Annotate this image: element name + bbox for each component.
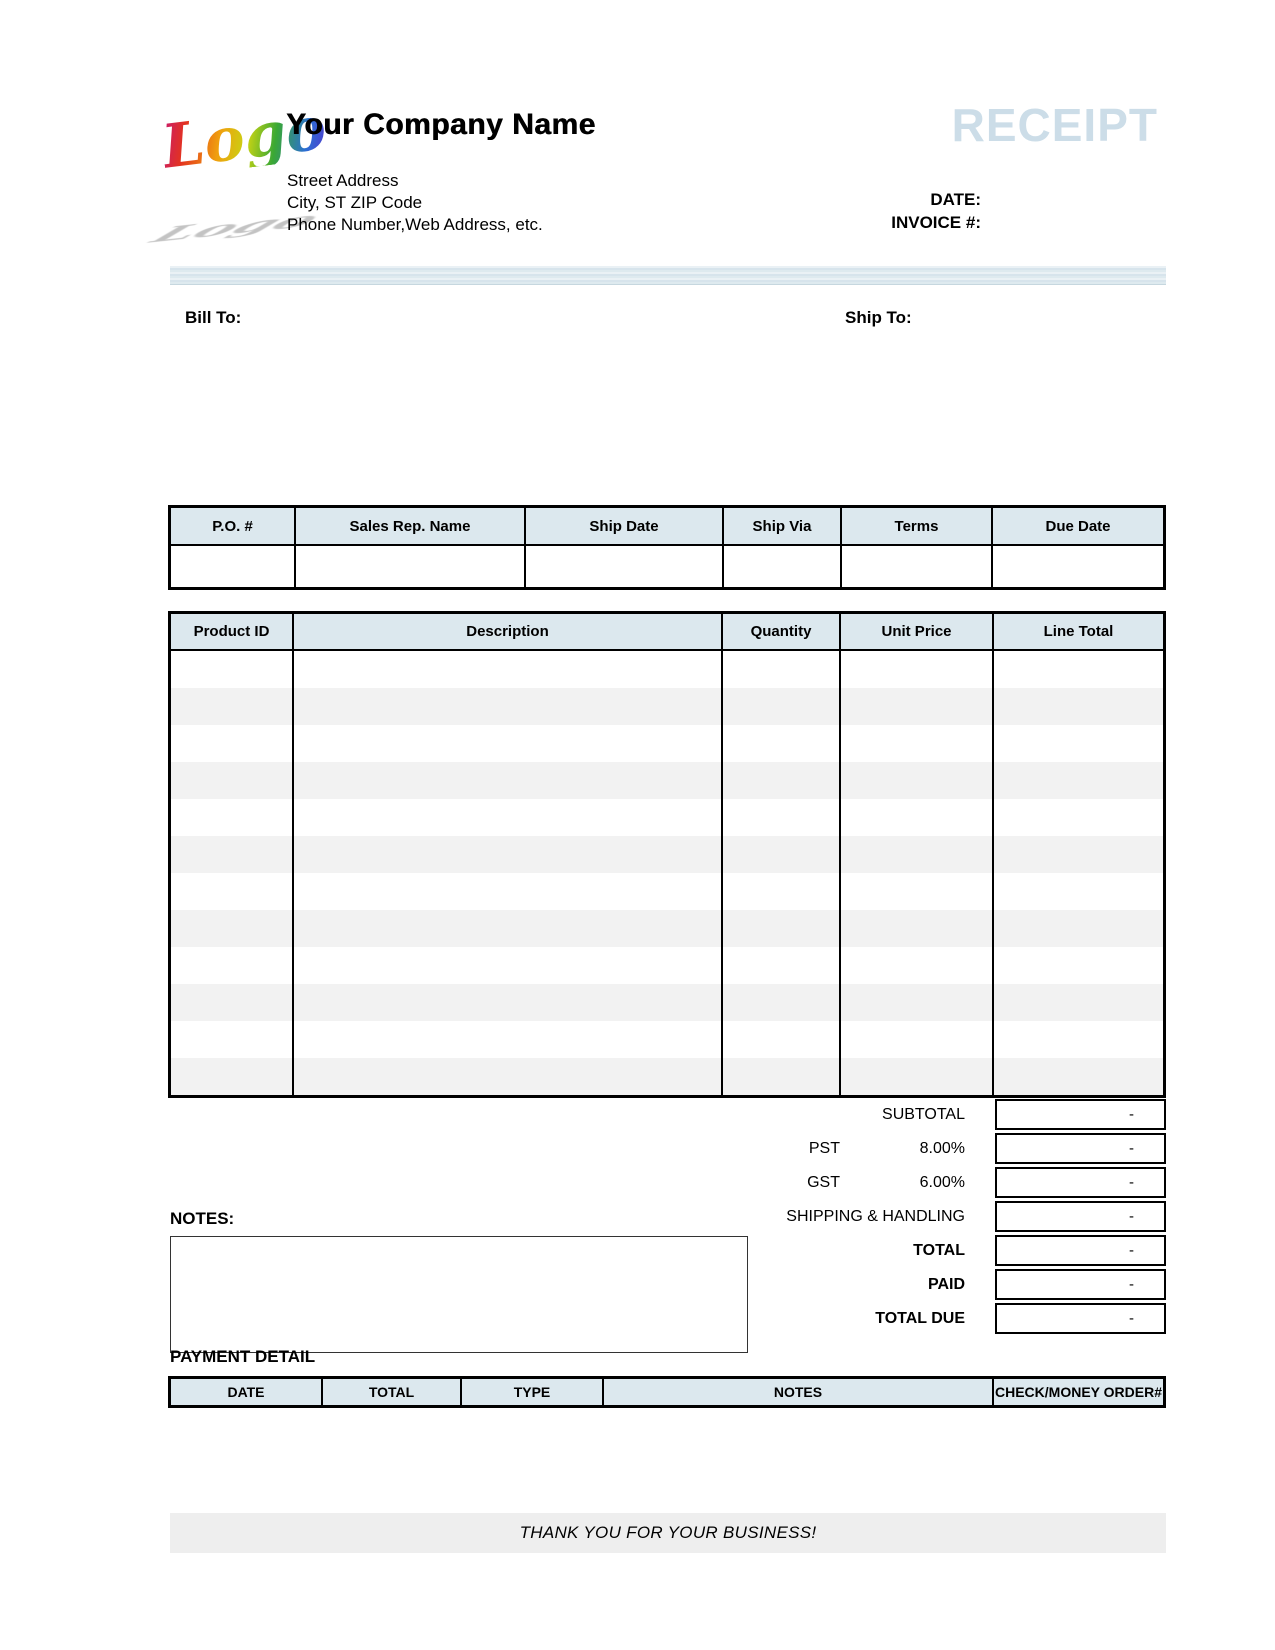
items-table-row (171, 836, 1163, 873)
logo-shadow: Logo (141, 205, 332, 248)
order-info-header-terms: Terms (842, 508, 993, 544)
company-name: Your Company Name (286, 108, 596, 141)
item-cell-unit-price (841, 651, 994, 688)
order-info-value-row (171, 546, 1163, 587)
item-cell-product-id (171, 873, 294, 910)
header-divider-bar (170, 266, 1166, 285)
item-cell-unit-price (841, 1058, 994, 1095)
item-cell-quantity (723, 1058, 841, 1095)
invoice-number-label: INVOICE #: (891, 213, 981, 232)
item-cell-quantity (723, 984, 841, 1021)
item-cell-line-total (994, 910, 1163, 947)
item-cell-quantity (723, 836, 841, 873)
items-table (168, 611, 1166, 1098)
item-cell-product-id (171, 910, 294, 947)
items-table-row (171, 799, 1163, 836)
items-table-row (171, 725, 1163, 762)
item-cell-product-id (171, 725, 294, 762)
items-header-description: Description (294, 614, 723, 649)
company-logo (141, 93, 332, 248)
item-cell-unit-price (841, 910, 994, 947)
item-cell-description (294, 1058, 723, 1095)
order-info-header-po: P.O. # (171, 508, 296, 544)
footer-bar (170, 1513, 1166, 1553)
summary-row-pst (168, 1133, 1166, 1164)
item-cell-description (294, 688, 723, 725)
order-info-cell-terms (842, 546, 993, 587)
item-cell-unit-price (841, 725, 994, 762)
item-cell-line-total (994, 725, 1163, 762)
items-table-row (171, 1058, 1163, 1095)
item-cell-unit-price (841, 799, 994, 836)
payment-detail-table (168, 1376, 1166, 1408)
item-cell-description (294, 651, 723, 688)
item-cell-unit-price (841, 873, 994, 910)
order-info-header-due-date: Due Date (993, 508, 1163, 544)
order-info-header-ship-via: Ship Via (724, 508, 842, 544)
item-cell-description (294, 725, 723, 762)
item-cell-line-total (994, 1058, 1163, 1095)
item-cell-line-total (994, 836, 1163, 873)
item-cell-unit-price (841, 984, 994, 1021)
payment-detail-label: PAYMENT DETAIL (170, 1347, 316, 1366)
item-cell-product-id (171, 688, 294, 725)
summary-percent-pst: 8.00% (919, 1139, 965, 1157)
item-cell-unit-price (841, 947, 994, 984)
payment-header-date: DATE (171, 1379, 323, 1405)
item-cell-quantity (723, 725, 841, 762)
order-info-header-ship-date: Ship Date (526, 508, 724, 544)
item-cell-quantity (723, 873, 841, 910)
items-table-row (171, 688, 1163, 725)
item-cell-description (294, 873, 723, 910)
ship-to-label: Ship To: (845, 308, 912, 327)
item-cell-line-total (994, 1021, 1163, 1058)
summary-row-subtotal (168, 1099, 1166, 1130)
items-table-row (171, 873, 1163, 910)
item-cell-description (294, 984, 723, 1021)
payment-header-notes: NOTES (604, 1379, 994, 1405)
item-cell-description (294, 947, 723, 984)
summary-label-subtotal: SUBTOTAL (882, 1105, 965, 1123)
date-invoice-block (891, 188, 981, 234)
summary-value-pst: - (995, 1133, 1166, 1164)
order-info-cell-po (171, 546, 296, 587)
summary-value-total: - (995, 1235, 1166, 1266)
items-table-row (171, 984, 1163, 1021)
item-cell-quantity (723, 910, 841, 947)
item-cell-product-id (171, 799, 294, 836)
summary-value-paid: - (995, 1269, 1166, 1300)
items-header-unit-price: Unit Price (841, 614, 994, 649)
summary-label-paid: PAID (927, 1275, 965, 1293)
summary-value-subtotal: - (995, 1099, 1166, 1130)
payment-header-check-money-order: CHECK/MONEY ORDER# (994, 1379, 1163, 1405)
order-info-header-row (171, 508, 1163, 546)
item-cell-unit-price (841, 836, 994, 873)
address-line-phone: Phone Number,Web Address, etc. (287, 215, 543, 234)
order-info-cell-ship-date (526, 546, 724, 587)
address-line-city: City, ST ZIP Code (287, 193, 423, 212)
company-address (287, 170, 543, 236)
payment-header-row (171, 1379, 1163, 1405)
payment-header-type: TYPE (462, 1379, 604, 1405)
item-cell-description (294, 836, 723, 873)
item-cell-quantity (723, 1021, 841, 1058)
item-cell-description (294, 762, 723, 799)
order-info-header-sales-rep: Sales Rep. Name (296, 508, 526, 544)
items-header-line-total: Line Total (994, 614, 1163, 649)
order-info-cell-sales-rep (296, 546, 526, 587)
summary-value-total-due: - (995, 1303, 1166, 1334)
item-cell-quantity (723, 688, 841, 725)
summary-percent-gst: 6.00% (919, 1173, 965, 1191)
date-label: DATE: (930, 190, 981, 209)
item-cell-product-id (171, 1021, 294, 1058)
summary-label-shipping: SHIPPING & HANDLING (786, 1207, 965, 1225)
order-info-cell-due-date (993, 546, 1163, 587)
item-cell-quantity (723, 799, 841, 836)
items-table-row (171, 910, 1163, 947)
order-info-table (168, 505, 1166, 590)
address-line-street: Street Address (287, 171, 399, 190)
bill-to-label: Bill To: (185, 308, 242, 327)
items-header-quantity: Quantity (723, 614, 841, 649)
item-cell-product-id (171, 1058, 294, 1095)
items-table-row (171, 651, 1163, 688)
item-cell-unit-price (841, 1021, 994, 1058)
footer-message: THANK YOU FOR YOUR BUSINESS! (519, 1523, 817, 1542)
item-cell-unit-price (841, 688, 994, 725)
item-cell-product-id (171, 984, 294, 1021)
item-cell-line-total (994, 947, 1163, 984)
summary-label-gst: GST (807, 1173, 840, 1191)
item-cell-line-total (994, 762, 1163, 799)
summary-label-total-due: TOTAL DUE (875, 1309, 965, 1327)
item-cell-line-total (994, 873, 1163, 910)
summary-row-gst (168, 1167, 1166, 1198)
items-table-row (171, 947, 1163, 984)
items-table-row (171, 762, 1163, 799)
item-cell-description (294, 910, 723, 947)
item-cell-product-id (171, 836, 294, 873)
item-cell-product-id (171, 947, 294, 984)
item-cell-line-total (994, 688, 1163, 725)
item-cell-description (294, 799, 723, 836)
item-cell-line-total (994, 651, 1163, 688)
item-cell-product-id (171, 762, 294, 799)
items-table-body (171, 651, 1163, 1095)
item-cell-unit-price (841, 762, 994, 799)
item-cell-description (294, 1021, 723, 1058)
notes-box (170, 1236, 748, 1353)
order-info-cell-ship-via (724, 546, 842, 587)
summary-label-total: TOTAL (913, 1241, 965, 1259)
summary-value-shipping: - (995, 1201, 1166, 1232)
item-cell-quantity (723, 651, 841, 688)
item-cell-product-id (171, 651, 294, 688)
summary-label-pst: PST (808, 1139, 840, 1157)
item-cell-quantity (723, 947, 841, 984)
logo-text: Logo (158, 93, 330, 183)
item-cell-quantity (723, 762, 841, 799)
item-cell-line-total (994, 984, 1163, 1021)
items-table-header-row (171, 614, 1163, 651)
item-cell-line-total (994, 799, 1163, 836)
items-table-row (171, 1021, 1163, 1058)
summary-value-gst: - (995, 1167, 1166, 1198)
payment-header-total: TOTAL (323, 1379, 462, 1405)
items-header-product-id: Product ID (171, 614, 294, 649)
notes-label: NOTES: (170, 1209, 235, 1228)
summary-row-shipping (168, 1201, 1166, 1232)
document-title: RECEIPT (951, 99, 1158, 151)
